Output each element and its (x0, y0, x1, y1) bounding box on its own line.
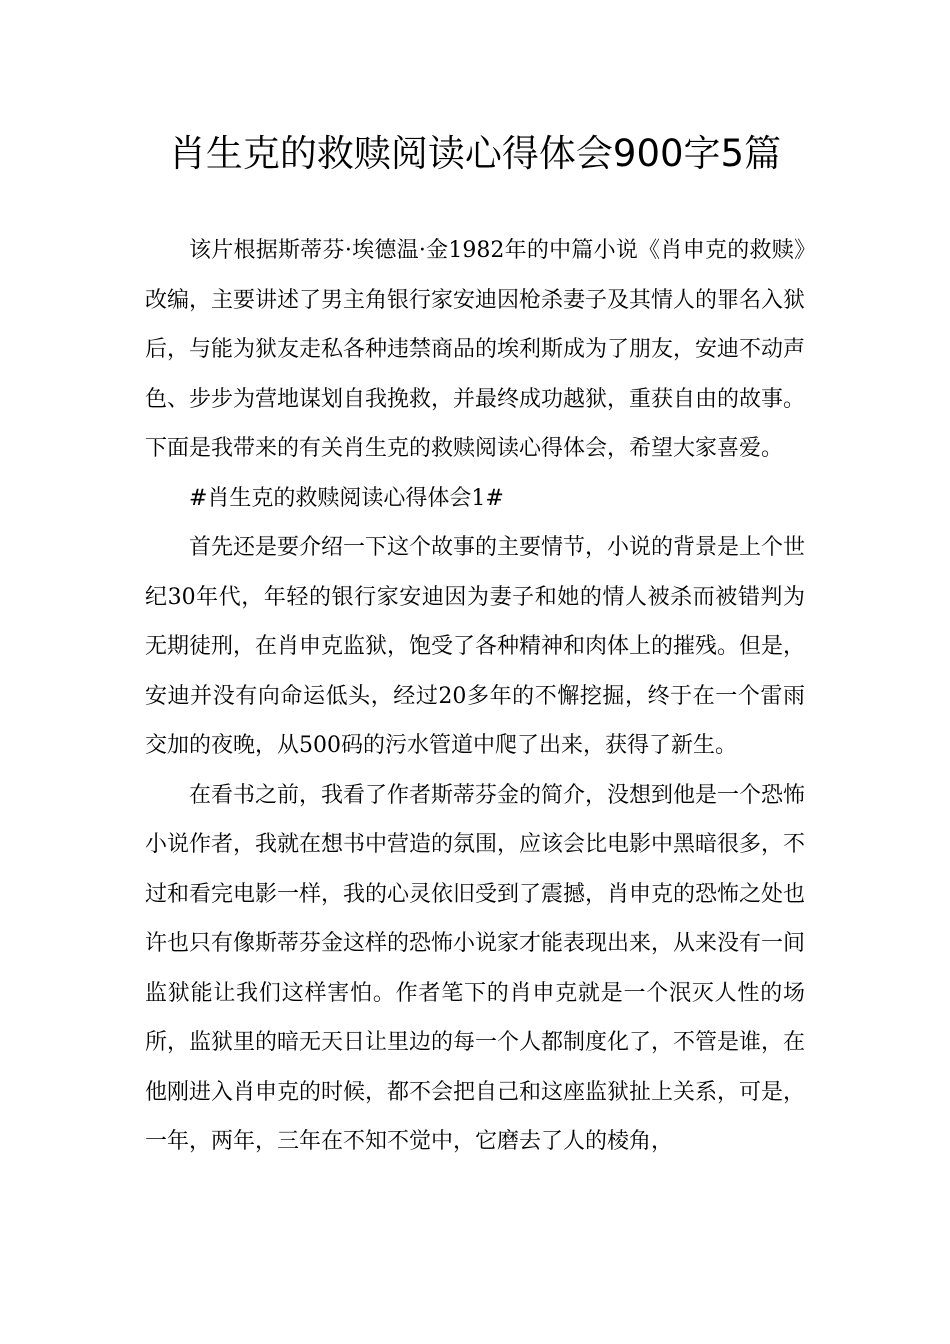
body-paragraph: 在看书之前，我看了作者斯蒂芬金的简介，没想到他是一个恐怖小说作者，我就在想书中营造的氛围，应该会比电影中黑暗很多，不过和看完电影一样，我的心灵依旧受到了震撼，肖申克的恐怖之处也许也只有像斯蒂芬金这样的恐怖小说家才能表现出来，从来没有一间监狱能让我们这样害怕。作者笔下的肖申克就是一个泯灭人性的场所，监狱里的暗无天日让里边的每一个人都制度化了，不管是谁，在他刚进入肖申克的时候，都不会把自己和这座监狱扯上关系，可是，一年，两年，三年在不知不觉中，它磨去了人的棱角， (145, 782, 806, 1154)
intro-paragraph: 该片根据斯蒂芬·埃德温·金1982年的中篇小说《肖申克的救赎》改编，主要讲述了男主角银行家安迪因枪杀妻子及其情人的罪名入狱后，与能为狱友走私各种违禁商品的埃利斯成为了朋友，安迪不动声色、步步为营地谋划自我挽救，并最终成功越狱，重获自由的故事。下面是我带来的有关肖生克的救赎阅读心得体会，希望大家喜爱。 (145, 238, 806, 461)
body-paragraph: 首先还是要介绍一下这个故事的主要情节，小说的背景是上个世纪30年代，年轻的银行家安迪因为妻子和她的情人被杀而被错判为无期徒刑，在肖申克监狱，饱受了各种精神和肉体上的摧残。但是，安迪并没有向命运低头，经过20多年的不懈挖掘，终于在一个雷雨交加的夜晚，从500码的污水管道中爬了出来，获得了新生。 (145, 535, 806, 758)
document-body (145, 226, 805, 1167)
document-title: 肖生克的救赎阅读心得体会900字5篇 (168, 132, 782, 175)
section-heading: #肖生克的救赎阅读心得体会1# (189, 485, 504, 511)
